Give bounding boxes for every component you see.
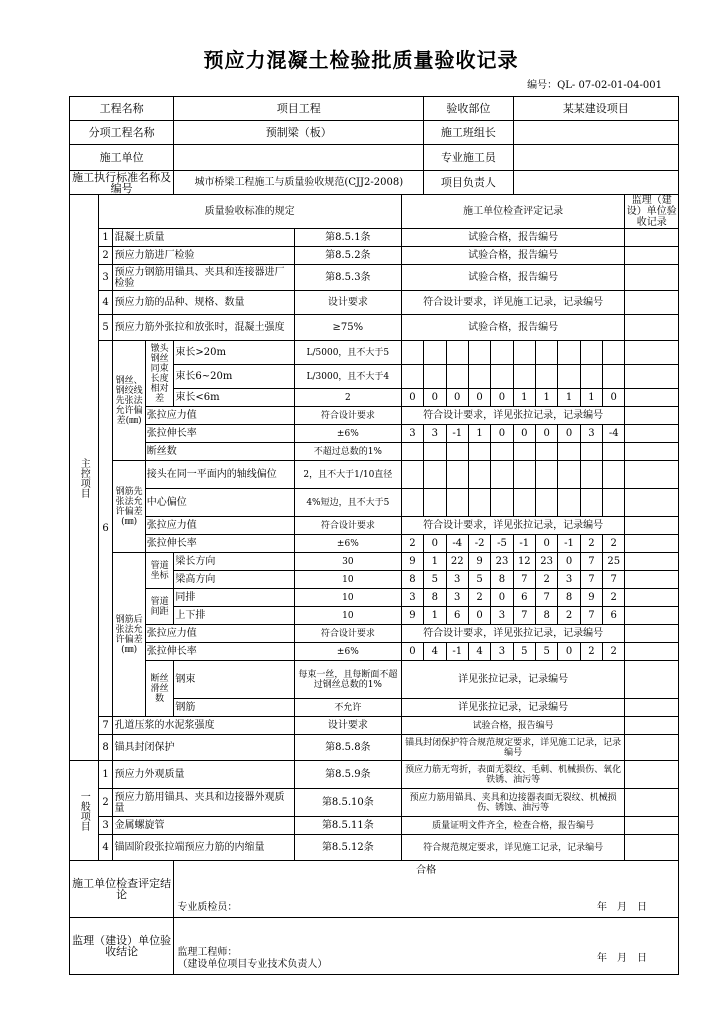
value-cell: 0 [603, 389, 625, 407]
value-cell: -4 [446, 535, 468, 553]
value-cell: 0 [513, 425, 535, 443]
item-record: 试验合格，报告编号 [401, 717, 625, 735]
item-number: 2 [98, 247, 113, 265]
value-cell: 2 [468, 589, 490, 607]
sub-standard: 不允许 [294, 699, 401, 717]
leader-label: 项目负责人 [424, 171, 513, 195]
value-cell [401, 461, 423, 489]
value-cell: 1 [580, 389, 602, 407]
value-cell: 0 [491, 425, 513, 443]
value-cell: 0 [401, 389, 423, 407]
value-cell: 7 [580, 553, 602, 571]
document-code: 编号：QL- 07-02-01-04-001 [527, 80, 662, 91]
item-standard: 第8.5.12条 [294, 835, 401, 861]
value-cell [580, 443, 602, 461]
item-number: 1 [98, 761, 113, 789]
item-name: 孔道压浆的水泥浆强度 [113, 717, 294, 735]
sub-standard: ±6% [294, 535, 401, 553]
unit-label: 施工单位 [70, 145, 174, 171]
supervision-cell [625, 407, 679, 425]
value-cell: 4 [468, 643, 490, 661]
value-cell [535, 365, 557, 389]
supervision-cell [625, 789, 679, 817]
std-label: 施工执行标准名称及编号 [70, 171, 174, 195]
value-cell [558, 443, 580, 461]
value-cell: 6 [603, 607, 625, 625]
supervision-conclusion-label: 监理（建设）单位验收结论 [70, 918, 174, 975]
value-cell: 1 [558, 389, 580, 407]
value-cell: 3 [401, 425, 423, 443]
value-cell: -2 [468, 535, 490, 553]
sub-record: 符合设计要求，详见张拉记录，记录编号 [401, 517, 625, 535]
result-text: 合格 [416, 865, 437, 876]
value-cell: 2 [603, 535, 625, 553]
value-cell [603, 489, 625, 517]
value-cell [513, 443, 535, 461]
group2-label: 钢筋先张法允许偏差(㎜) [113, 461, 145, 553]
checker-label: 专业质检员： [177, 902, 238, 913]
value-cell [580, 489, 602, 517]
item-number: 8 [98, 735, 113, 761]
value-cell: 7 [535, 589, 557, 607]
item-record: 预应力筋无弯折，表面无裂纹、毛刺、机械损伤、氧化铁锈、油污等 [401, 761, 625, 789]
group3-label: 钢筋后张法允许偏差(㎜) [113, 553, 145, 717]
value-cell: 5 [513, 643, 535, 661]
value-cell [446, 461, 468, 489]
item-standard: 第8.5.10条 [294, 789, 401, 817]
value-cell: 2 [580, 535, 602, 553]
value-cell [603, 461, 625, 489]
supervision-cell [625, 315, 679, 341]
main-items-label: 主控项目 [70, 195, 99, 761]
item-number: 7 [98, 717, 113, 735]
value-cell: 0 [535, 535, 557, 553]
sub-standard: 10 [294, 571, 401, 589]
value-cell: 7 [580, 571, 602, 589]
sub-standard: ±6% [294, 643, 401, 661]
value-cell: 7 [580, 607, 602, 625]
value-cell: 1 [513, 389, 535, 407]
sub-standard: 每束一丝，且每断面不超过钢丝总数的1% [294, 661, 401, 699]
value-cell: 0 [491, 389, 513, 407]
value-cell: -1 [558, 535, 580, 553]
item-standard: 第8.5.2条 [294, 247, 401, 265]
supervision-cell [625, 341, 679, 365]
value-cell [401, 341, 423, 365]
value-cell [491, 489, 513, 517]
item-number: 1 [98, 229, 113, 247]
engineer-label: 监理工程师： [177, 947, 238, 958]
supervision-cell [625, 553, 679, 571]
value-cell: 0 [558, 553, 580, 571]
value-cell [491, 341, 513, 365]
value-cell [468, 443, 490, 461]
supervision-cell [625, 835, 679, 861]
value-cell: 7 [513, 607, 535, 625]
value-cell [580, 365, 602, 389]
item-number: 6 [98, 341, 113, 717]
value-cell: 0 [424, 389, 446, 407]
supervision-cell [625, 229, 679, 247]
supervision-cell [625, 443, 679, 461]
sub-item: 接头在同一平面内的轴线偏位 [145, 461, 294, 489]
sub-item: 张拉应力值 [145, 407, 294, 425]
value-cell: 8 [491, 571, 513, 589]
value-cell: 9 [401, 553, 423, 571]
value-cell: -4 [603, 425, 625, 443]
group3-sub-label: 管道坐标 [145, 553, 174, 589]
sub-item: 断丝数 [145, 443, 294, 461]
value-cell: 2 [535, 571, 557, 589]
item-name: 锚具封闭保护 [113, 735, 294, 761]
value-cell [468, 461, 490, 489]
value-cell: 7 [603, 571, 625, 589]
sub-record: 符合设计要求，详见张拉记录，记录编号 [401, 625, 625, 643]
project-name-label: 工程名称 [70, 97, 174, 121]
page-title: 预应力混凝土检验批质量验收记录 [203, 48, 519, 72]
supervision-cell [625, 517, 679, 535]
sub-item: 张拉伸长率 [145, 643, 294, 661]
std-value: 城市桥梁工程施工与质量验收规范(CJJ2-2008) [174, 171, 424, 195]
value-cell [468, 365, 490, 389]
value-cell: 5 [468, 571, 490, 589]
sub-item: 张拉应力值 [145, 517, 294, 535]
value-cell: 1 [424, 607, 446, 625]
sub-item: 束长6~20m [174, 365, 295, 389]
inspection-table [69, 96, 679, 975]
sub-item: 张拉伸长率 [145, 535, 294, 553]
value-cell [558, 341, 580, 365]
sub-standard: L/3000，且不大于4 [294, 365, 401, 389]
value-cell: 0 [468, 389, 490, 407]
value-cell: 2 [401, 535, 423, 553]
supervision-cell [625, 761, 679, 789]
sub-item: 张拉伸长率 [145, 425, 294, 443]
value-cell: 6 [446, 607, 468, 625]
sub-standard: 不超过总数的1% [294, 443, 401, 461]
value-cell [424, 489, 446, 517]
value-cell: 5 [535, 643, 557, 661]
sub-item: 束长<6m [174, 389, 295, 407]
item-name: 混凝土质量 [113, 229, 294, 247]
item-name: 预应力筋的品种、规格、数量 [113, 291, 294, 315]
value-cell [401, 489, 423, 517]
sub-item: 上下排 [174, 607, 295, 625]
check-date: 年 月 日 [597, 902, 647, 913]
inspector-label: 专业施工员 [424, 145, 513, 171]
value-cell [424, 461, 446, 489]
value-cell: 1 [468, 425, 490, 443]
value-cell: 25 [603, 553, 625, 571]
value-cell: -1 [446, 425, 468, 443]
value-cell: 22 [446, 553, 468, 571]
sub-standard: ±6% [294, 425, 401, 443]
supervision-cell [625, 699, 679, 717]
col-supervision: 监理（建设）单位验收记录 [626, 195, 677, 228]
supervision-cell [625, 389, 679, 407]
supervision-cell [625, 535, 679, 553]
value-cell: -5 [491, 535, 513, 553]
value-cell: 23 [535, 553, 557, 571]
value-cell [468, 341, 490, 365]
item-record: 锚具封闭保护符合规范规定要求，详见施工记录，记录编号 [401, 735, 625, 761]
value-cell [446, 443, 468, 461]
item-record: 符合设计要求，详见施工记录，记录编号 [401, 291, 625, 315]
supervision-cell [625, 589, 679, 607]
sub-standard: 10 [294, 607, 401, 625]
supervision-date: 年 月 日 [597, 953, 647, 964]
supervision-cell [625, 817, 679, 835]
value-cell: -1 [446, 643, 468, 661]
item-name: 预应力筋用锚具、夹具和边接器外观质量 [113, 789, 294, 817]
item-number: 5 [98, 315, 113, 341]
sub-record: 详见张拉记录，记录编号 [401, 699, 625, 717]
group3-sub-label: 管道间距 [145, 589, 174, 625]
value-cell: 4 [424, 643, 446, 661]
item-record: 试验合格，报告编号 [401, 229, 625, 247]
value-cell [535, 489, 557, 517]
sub-standard: 10 [294, 589, 401, 607]
value-cell: 3 [491, 607, 513, 625]
value-cell [424, 443, 446, 461]
value-cell: -1 [513, 535, 535, 553]
value-cell [580, 341, 602, 365]
value-cell: 8 [535, 607, 557, 625]
value-cell: 12 [513, 553, 535, 571]
general-items-label: 一般项目 [70, 761, 99, 861]
supervision-cell [625, 571, 679, 589]
value-cell: 0 [558, 425, 580, 443]
value-cell [535, 341, 557, 365]
check-conclusion-label: 施工单位检查评定结论 [70, 861, 174, 918]
value-cell: 0 [491, 589, 513, 607]
value-cell [491, 365, 513, 389]
value-cell [401, 443, 423, 461]
value-cell [558, 489, 580, 517]
value-cell: 3 [446, 571, 468, 589]
sub-item: 钢筋 [174, 699, 295, 717]
value-cell [446, 489, 468, 517]
supervision-cell [625, 661, 679, 699]
value-cell [603, 365, 625, 389]
value-cell: 0 [446, 389, 468, 407]
value-cell: 1 [424, 553, 446, 571]
sub-standard: 30 [294, 553, 401, 571]
value-cell [446, 365, 468, 389]
value-cell: 2 [603, 589, 625, 607]
item-record: 质量证明文件齐全，检查合格，报告编号 [401, 817, 625, 835]
item-name: 预应力筋进厂检验 [113, 247, 294, 265]
value-cell: 5 [424, 571, 446, 589]
supervision-cell [625, 717, 679, 735]
accept-dept-label: 验收部位 [424, 97, 513, 121]
item-record: 符合规范规定要求，详见施工记录，记录编号 [401, 835, 625, 861]
sub-record: 符合设计要求，详见张拉记录，记录编号 [401, 407, 625, 425]
value-cell [468, 489, 490, 517]
leader-value [513, 171, 678, 195]
col-spec: 质量验收标准的规定 [98, 195, 401, 229]
value-cell [424, 365, 446, 389]
value-cell: 3 [424, 425, 446, 443]
check-conclusion [174, 861, 679, 918]
item-name: 预应力钢筋用锚具、夹具和连接器进厂检验 [113, 265, 294, 291]
value-cell [558, 365, 580, 389]
accept-dept: 某某建设项目 [513, 97, 678, 121]
value-cell [513, 341, 535, 365]
inspector-value [513, 145, 678, 171]
item-record: 试验合格，报告编号 [401, 315, 625, 341]
value-cell: 6 [513, 589, 535, 607]
value-cell: 1 [535, 389, 557, 407]
item-number: 3 [98, 265, 113, 291]
engineer-note: （建设单位项目专业技术负责人） [177, 959, 328, 970]
value-cell [603, 443, 625, 461]
item-record: 试验合格，报告编号 [401, 265, 625, 291]
value-cell: 3 [491, 643, 513, 661]
value-cell: 23 [491, 553, 513, 571]
value-cell: 2 [558, 607, 580, 625]
supervision-cell [625, 425, 679, 443]
team-leader-value [513, 121, 678, 145]
sub-item: 同排 [174, 589, 295, 607]
value-cell: 8 [424, 589, 446, 607]
value-cell: 3 [446, 589, 468, 607]
item-standard: 第8.5.8条 [294, 735, 401, 761]
value-cell [424, 341, 446, 365]
sub-item: 钢束 [174, 661, 295, 699]
supervision-cell [625, 265, 679, 291]
sub-item: 梁长方向 [174, 553, 295, 571]
value-cell [535, 461, 557, 489]
value-cell: 3 [401, 589, 423, 607]
value-cell: 2 [603, 643, 625, 661]
supervision-cell [625, 247, 679, 265]
supervision-cell [625, 291, 679, 315]
value-cell: 9 [468, 553, 490, 571]
sub-standard: 4%短边，且不大于5 [294, 489, 401, 517]
value-cell: 0 [558, 643, 580, 661]
sub-item: 张拉应力值 [145, 625, 294, 643]
value-cell: 0 [535, 425, 557, 443]
team-leader-label: 施工班组长 [424, 121, 513, 145]
item-record: 预应力筋用锚具、夹具和边接器表面无裂纹、机械损伤、锈蚀、油污等 [401, 789, 625, 817]
value-cell [535, 443, 557, 461]
supervision-conclusion [174, 918, 679, 975]
value-cell [513, 489, 535, 517]
item-name: 预应力外观质量 [113, 761, 294, 789]
value-cell: 3 [558, 571, 580, 589]
value-cell [513, 461, 535, 489]
supervision-cell [625, 625, 679, 643]
group1-label: 钢丝、钢绞线先张法允许偏差(㎜) [113, 341, 145, 461]
sub-standard: L/5000，且不大于5 [294, 341, 401, 365]
sub-item: 束长>20m [174, 341, 295, 365]
supervision-cell [625, 489, 679, 517]
item-standard: 第8.5.3条 [294, 265, 401, 291]
value-cell: 3 [580, 425, 602, 443]
value-cell: 8 [401, 571, 423, 589]
supervision-cell [625, 735, 679, 761]
value-cell [558, 461, 580, 489]
sub-record: 详见张拉记录，记录编号 [401, 661, 625, 699]
value-cell [580, 461, 602, 489]
item-name: 金属螺旋管 [113, 817, 294, 835]
unit-value [174, 145, 424, 171]
sub-standard: 符合设计要求 [294, 407, 401, 425]
value-cell: 9 [401, 607, 423, 625]
value-cell [401, 365, 423, 389]
value-cell: 0 [468, 607, 490, 625]
item-record: 试验合格，报告编号 [401, 247, 625, 265]
item-standard: ≥75% [294, 315, 401, 341]
value-cell: 7 [513, 571, 535, 589]
sub-item: 梁高方向 [174, 571, 295, 589]
item-number: 4 [98, 291, 113, 315]
item-name: 预应力筋外张拉和放张时，混凝土强度 [113, 315, 294, 341]
sub-project: 预制梁（板） [174, 121, 424, 145]
group3-sub-label: 断丝滑丝数 [145, 661, 174, 717]
project-name: 项目工程 [174, 97, 424, 121]
value-cell [603, 341, 625, 365]
sub-project-label: 分项工程名称 [70, 121, 174, 145]
item-standard: 第8.5.9条 [294, 761, 401, 789]
value-cell [513, 365, 535, 389]
sub-item: 中心偏位 [145, 489, 294, 517]
sub-standard: 2 [294, 389, 401, 407]
value-cell: 8 [558, 589, 580, 607]
value-cell: 0 [401, 643, 423, 661]
sub-standard: 符合设计要求 [294, 517, 401, 535]
value-cell: 9 [580, 589, 602, 607]
supervision-cell [625, 643, 679, 661]
group1-sub-label: 镦头钢丝同束长度相对差 [145, 341, 174, 407]
item-standard: 设计要求 [294, 291, 401, 315]
item-number: 4 [98, 835, 113, 861]
sub-standard: 2，且不大于1/10直径 [294, 461, 401, 489]
item-standard: 设计要求 [294, 717, 401, 735]
item-standard: 第8.5.11条 [294, 817, 401, 835]
value-cell [446, 341, 468, 365]
item-number: 2 [98, 789, 113, 817]
supervision-cell [625, 607, 679, 625]
col-check: 施工单位检查评定记录 [401, 195, 625, 229]
supervision-cell [625, 461, 679, 489]
value-cell [491, 443, 513, 461]
item-standard: 第8.5.1条 [294, 229, 401, 247]
supervision-cell [625, 365, 679, 389]
item-name: 锚固阶段张拉端预应力筋的内缩量 [113, 835, 294, 861]
sub-standard: 符合设计要求 [294, 625, 401, 643]
value-cell: 2 [580, 643, 602, 661]
value-cell: 0 [424, 535, 446, 553]
value-cell [491, 461, 513, 489]
item-number: 3 [98, 817, 113, 835]
